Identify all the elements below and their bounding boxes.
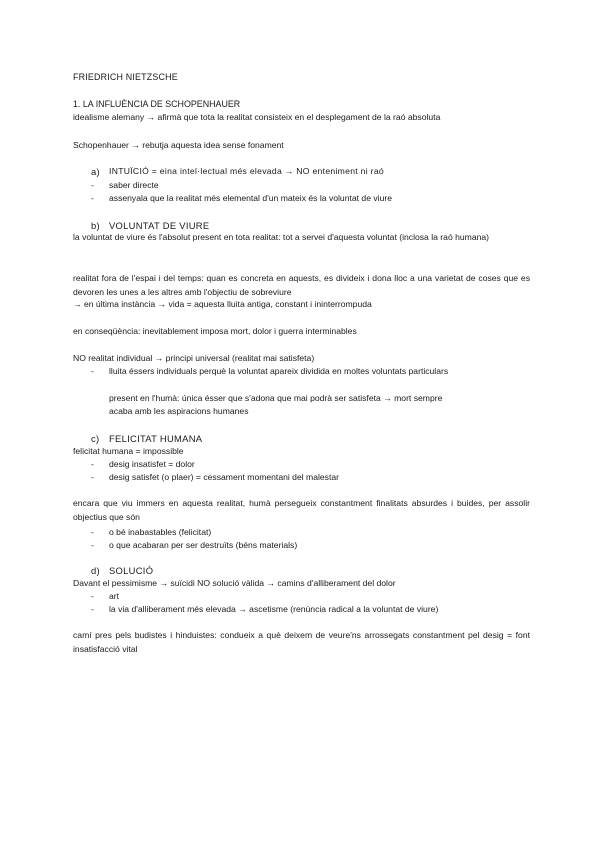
list-item: o bé inabastables (felicitat) xyxy=(109,527,212,537)
paragraph: en conseqüència: inevitablement imposa mort, dolor i guerra interminables xyxy=(73,326,357,336)
list-item: desig satisfet (o plaer) = cessament momentani del malestar xyxy=(109,472,339,482)
paragraph: la voluntat de viure és l'absolut present en tota realitat: tot a servei d'aquesta voluntat (inclosa la raó humana) xyxy=(73,232,490,242)
paragraph: felicitat humana = impossible xyxy=(73,446,184,456)
document-title: FRIEDRICH NIETZSCHE xyxy=(73,72,178,82)
subsection-b-label: b) xyxy=(91,220,100,231)
subsection-d-label: d) xyxy=(91,565,100,576)
subsection-a-label: a) xyxy=(91,166,100,177)
subsection-c-heading: FELICITAT HUMANA xyxy=(109,433,203,444)
list-bullet: - xyxy=(91,540,94,550)
paragraph: NO realitat individual → principi universal (realitat mai satisfeta) xyxy=(73,353,315,363)
paragraph: encara que viu immers en aquesta realitat, humà persegueix constantment finalitats absurdes i buides, per assolir objectius que són xyxy=(73,498,530,522)
list-bullet: - xyxy=(91,604,94,614)
list-item: saber directe xyxy=(109,180,159,190)
list-item: o que acabaran per ser destruïts (béns materials) xyxy=(109,540,298,550)
schopenhauer-line: Schopenhauer → rebutja aquesta idea sense fonament xyxy=(73,140,284,150)
list-bullet: - xyxy=(91,366,94,376)
subsection-a-heading: INTUÏCIÓ = eina intel·lectual més elevada → NO enteniment ni raó xyxy=(109,166,384,176)
list-item-continuation: present en l'humà: única ésser que s'adona que mai podrà ser satisfeta → mort sempre xyxy=(109,393,443,403)
list-item: assenyala que la realitat més elemental d'un mateix és la voluntat de viure xyxy=(109,193,393,203)
list-bullet: - xyxy=(91,459,94,469)
list-bullet: - xyxy=(91,472,94,482)
list-bullet: - xyxy=(91,193,94,203)
paragraph: Davant el pessimisme → suïcidi NO solució vàlida → camins d'alliberament del dolor xyxy=(73,578,396,588)
list-item: art xyxy=(109,591,120,601)
list-bullet: - xyxy=(91,527,94,537)
list-item: la via d'alliberament més elevada → ascetisme (renúncia radical a la voluntat de viure) xyxy=(109,604,439,614)
idealisme-line: idealisme alemany → afirmà que tota la realitat consisteix en el desplegament de la raó absoluta xyxy=(73,112,441,122)
list-bullet: - xyxy=(91,180,94,190)
paragraph-continuation: → en última instància → vida = aquesta lluita antiga, constant i ininterrompuda xyxy=(73,299,372,309)
paragraph: camí pres pels budistes i hinduistes: condueix a què deixem de veure'ns arrossegats constantment pel desig = font insatisfacció vital xyxy=(73,630,530,654)
subsection-d-heading: SOLUCIÓ xyxy=(109,565,154,576)
subsection-c-label: c) xyxy=(91,433,100,444)
section-heading: 1. LA INFLUÈNCIA DE SCHOPENHAUER xyxy=(73,99,241,109)
paragraph: realitat fora de l'espai i del temps: quan es concreta en aquests, es divideix i dona lloc a una varietat de coses que es devoren les unes a les altres amb l'objectiu de sobreviure xyxy=(73,273,530,297)
list-item: lluita éssers individuals perquè la voluntat apareix dividida en moltes voluntats particulars xyxy=(109,366,449,376)
list-bullet: - xyxy=(91,591,94,601)
list-item-continuation: acaba amb les aspiracions humanes xyxy=(109,406,249,416)
subsection-b-heading: VOLUNTAT DE VIURE xyxy=(109,220,210,231)
list-item: desig insatisfet = dolor xyxy=(109,459,195,469)
